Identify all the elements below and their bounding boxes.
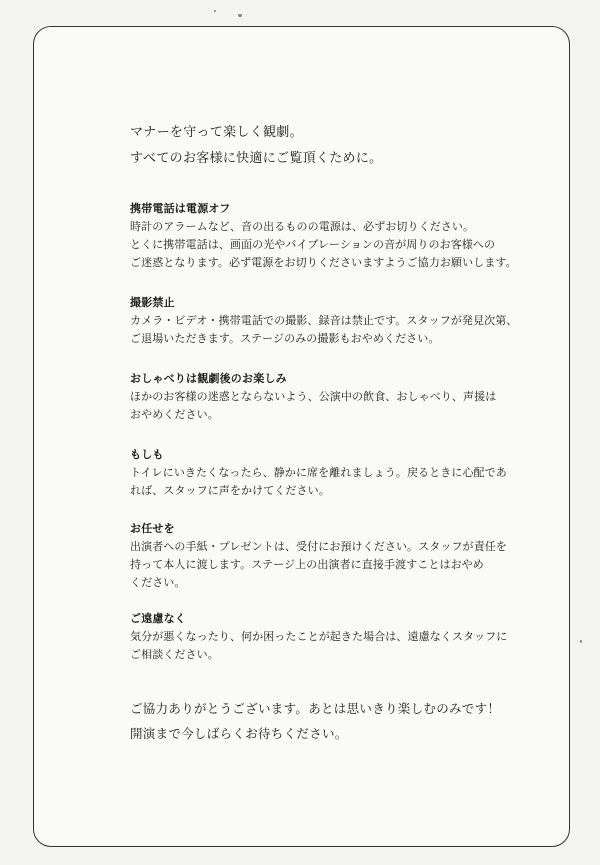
section-title: ご遠慮なく [130, 612, 186, 625]
section-title: 携帯電話は電源オフ [130, 202, 231, 215]
section-restroom [130, 446, 530, 500]
paper-speck [214, 10, 216, 12]
body-line: 気分が悪くなったり、何か困ったことが起きた場合は、遠慮なくスタッフに [130, 630, 508, 643]
section-body [130, 312, 530, 348]
body-line: れば、スタッフに声をかけてください。 [130, 484, 330, 497]
body-line: トイレにいきたくなったら、静かに席を離れましょう。戻るときに心配であ [130, 466, 507, 479]
body-line: おやめください。 [130, 408, 219, 421]
body-line: ください。 [130, 576, 186, 589]
closing-line: 開演まで今しばらくお待ちください。 [130, 726, 348, 741]
section-title: おしゃべりは観劇後のお楽しみ [130, 372, 287, 385]
section-no-photography [130, 294, 530, 348]
closing-block [130, 696, 530, 746]
body-line: とくに携帯電話は、画面の光やバイブレーションの音が周りのお客様への [130, 238, 496, 251]
intro-block [130, 120, 530, 172]
section-title: 撮影禁止 [130, 296, 175, 309]
body-line: ほかのお客様の迷惑とならないよう、公演中の飲食、おしゃべり、声援は [130, 390, 497, 403]
body-line: 出演者への手紙・プレゼントは、受付にお預けください。スタッフが責任を [130, 540, 507, 553]
closing-line: ご協力ありがとうございます。あとは思いきり楽しむのみです！ [130, 701, 501, 716]
intro-line: すべてのお客様に快適にご覧頂くために。 [130, 151, 383, 166]
paper-speck [238, 14, 242, 17]
section-body [130, 388, 530, 424]
body-line: ご退場いただきます。ステージのみの撮影もおやめください。 [130, 332, 440, 345]
section-gifts [130, 520, 530, 592]
body-line: 時計のアラームなど、音の出るものの電源は、必ずお切りください。 [130, 220, 475, 233]
section-title: お任せを [130, 522, 175, 535]
body-line: カメラ・ビデオ・携帯電話での撮影、録音は禁止です。スタッフが発見次第、 [130, 314, 518, 327]
section-title: もしも [130, 448, 164, 461]
section-body [130, 538, 530, 592]
section-body [130, 628, 530, 664]
section-no-talking [130, 370, 530, 424]
body-line: ご迷惑となります。必ず電源をお切りくださいますようご協力お願いします。 [130, 256, 517, 269]
section-feel-free [130, 610, 530, 664]
paper-speck [580, 640, 582, 643]
section-phone [130, 200, 530, 272]
section-body [130, 218, 530, 272]
section-body [130, 464, 530, 500]
body-line: 持って本人に渡します。ステージ上の出演者に直接手渡すことはおやめ [130, 558, 484, 571]
body-line: ご相談ください。 [130, 648, 219, 661]
intro-line: マナーを守って楽しく観劇。 [130, 125, 303, 140]
document-content [130, 120, 530, 746]
